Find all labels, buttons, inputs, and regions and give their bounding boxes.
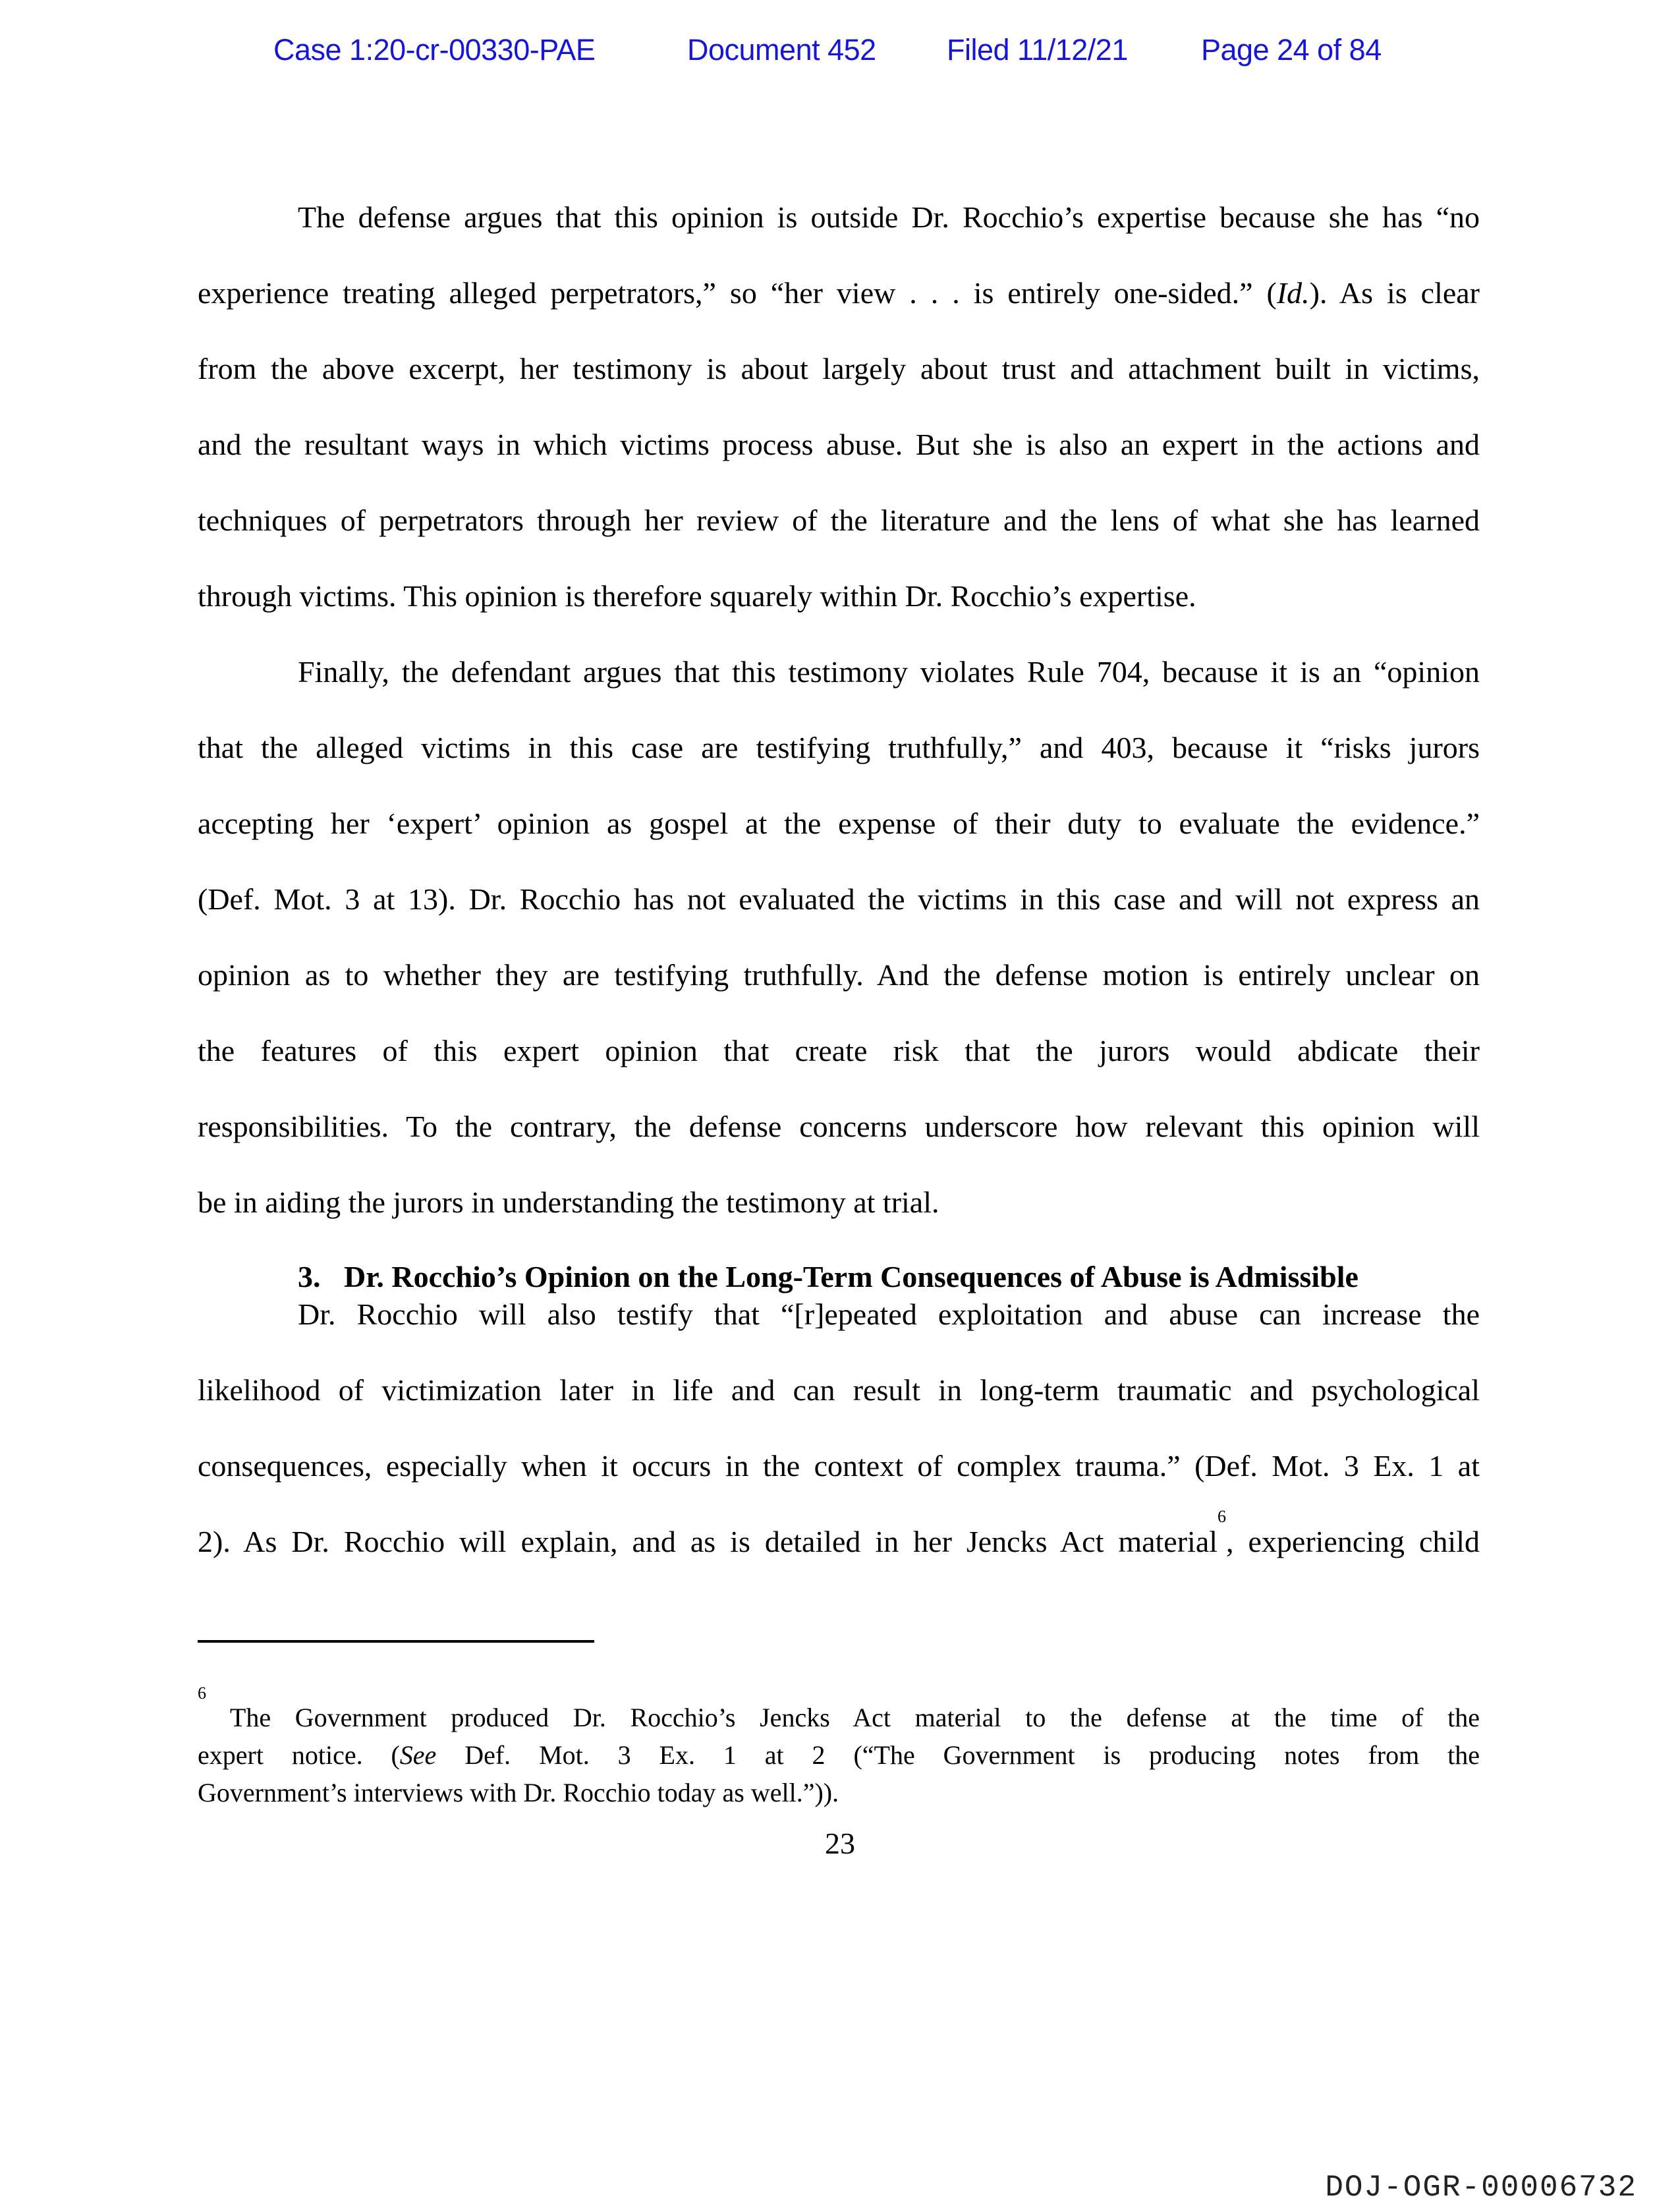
text-line [198, 273, 1480, 313]
text-line: accepting her ‘expert’ opinion as gospel at the expense of their duty to evaluate the evidence.” [198, 807, 1480, 840]
text-span: , experiencing child [1226, 1525, 1480, 1558]
text-span: expert notice. ( [198, 1740, 400, 1770]
case-number: Case 1:20-cr-00330-PAE [273, 33, 596, 67]
section-number: 3. [298, 1260, 321, 1293]
text-span: 2). As Dr. Rocchio will explain, and as is detailed in her Jencks Act material [198, 1525, 1218, 1558]
signal-see-italic: See [399, 1740, 437, 1770]
section-title: Dr. Rocchio’s Opinion on the Long-Term Consequences of Abuse is Admissible [344, 1260, 1358, 1293]
text-line: techniques of perpetrators through her review of the literature and the lens of what she has learned [198, 503, 1480, 537]
bates-number: DOJ-OGR-00006732 [1325, 2170, 1637, 2205]
footnote-reference[interactable]: 6 [1218, 1507, 1227, 1526]
text-span: The Government produced Dr. Rocchio’s Jencks Act material to the defense at the time of the [206, 1703, 1480, 1732]
text-line: consequences, especially when it occurs in the context of complex trauma.” (Def. Mot. 3 Ex. 1 at [198, 1449, 1480, 1483]
text-line: responsibilities. To the contrary, the defense concerns underscore how relevant this opinion will [198, 1110, 1480, 1143]
text-line: that the alleged victims in this case are testifying truthfully,” and 403, because it “risks jurors [198, 731, 1480, 764]
text-line [198, 1507, 1480, 1562]
citation-id-italic: Id. [1276, 276, 1310, 310]
text-span: ). As is clear [1309, 276, 1480, 310]
page-of-total: Page 24 of 84 [1201, 33, 1382, 67]
filed-date: Filed 11/12/21 [947, 33, 1128, 67]
ecf-filing-header [0, 30, 1680, 70]
text-span: Def. Mot. 3 Ex. 1 at 2 (“The Government is producing notes from the [436, 1740, 1480, 1770]
text-line: the features of this expert opinion that create risk that the jurors would abdicate their [198, 1034, 1480, 1067]
section-heading [298, 1257, 1358, 1297]
text-line: be in aiding the jurors in understanding the testimony at trial. [198, 1185, 939, 1219]
text-line: The defense argues that this opinion is outside Dr. Rocchio’s expertise because she has “no [298, 200, 1480, 234]
text-line: Finally, the defendant argues that this testimony violates Rule 704, because it is an “opinion [298, 655, 1480, 689]
text-line: opinion as to whether they are testifying truthfully. And the defense motion is entirely unclear on [198, 958, 1480, 992]
text-line: and the resultant ways in which victims process abuse. But she is also an expert in the actions and [198, 428, 1480, 461]
text-line: (Def. Mot. 3 at 13). Dr. Rocchio has not evaluated the victims in this case and will not express an [198, 882, 1480, 916]
footnote-number: 6 [198, 1684, 206, 1703]
text-line: Dr. Rocchio will also testify that “[r]epeated exploitation and abuse can increase the [298, 1297, 1480, 1331]
footnote-line: Government’s interviews with Dr. Rocchio today as well.”)). [198, 1778, 839, 1807]
text-span: experience treating alleged perpetrators,” so “her view . . . is entirely one-sided.” ( [198, 276, 1277, 310]
footnote-separator [198, 1640, 594, 1643]
text-line: from the above excerpt, her testimony is about largely about trust and attachment built in victims, [198, 352, 1480, 385]
text-line: likelihood of victimization later in life and can result in long-term traumatic and psychological [198, 1373, 1480, 1407]
text-line: through victims. This opinion is therefore squarely within Dr. Rocchio’s expertise. [198, 579, 1196, 613]
footnote-line [198, 1684, 1480, 1736]
document-number: Document 452 [687, 33, 876, 67]
footnote-line [198, 1736, 1480, 1774]
page-number: 23 [825, 1827, 855, 1860]
